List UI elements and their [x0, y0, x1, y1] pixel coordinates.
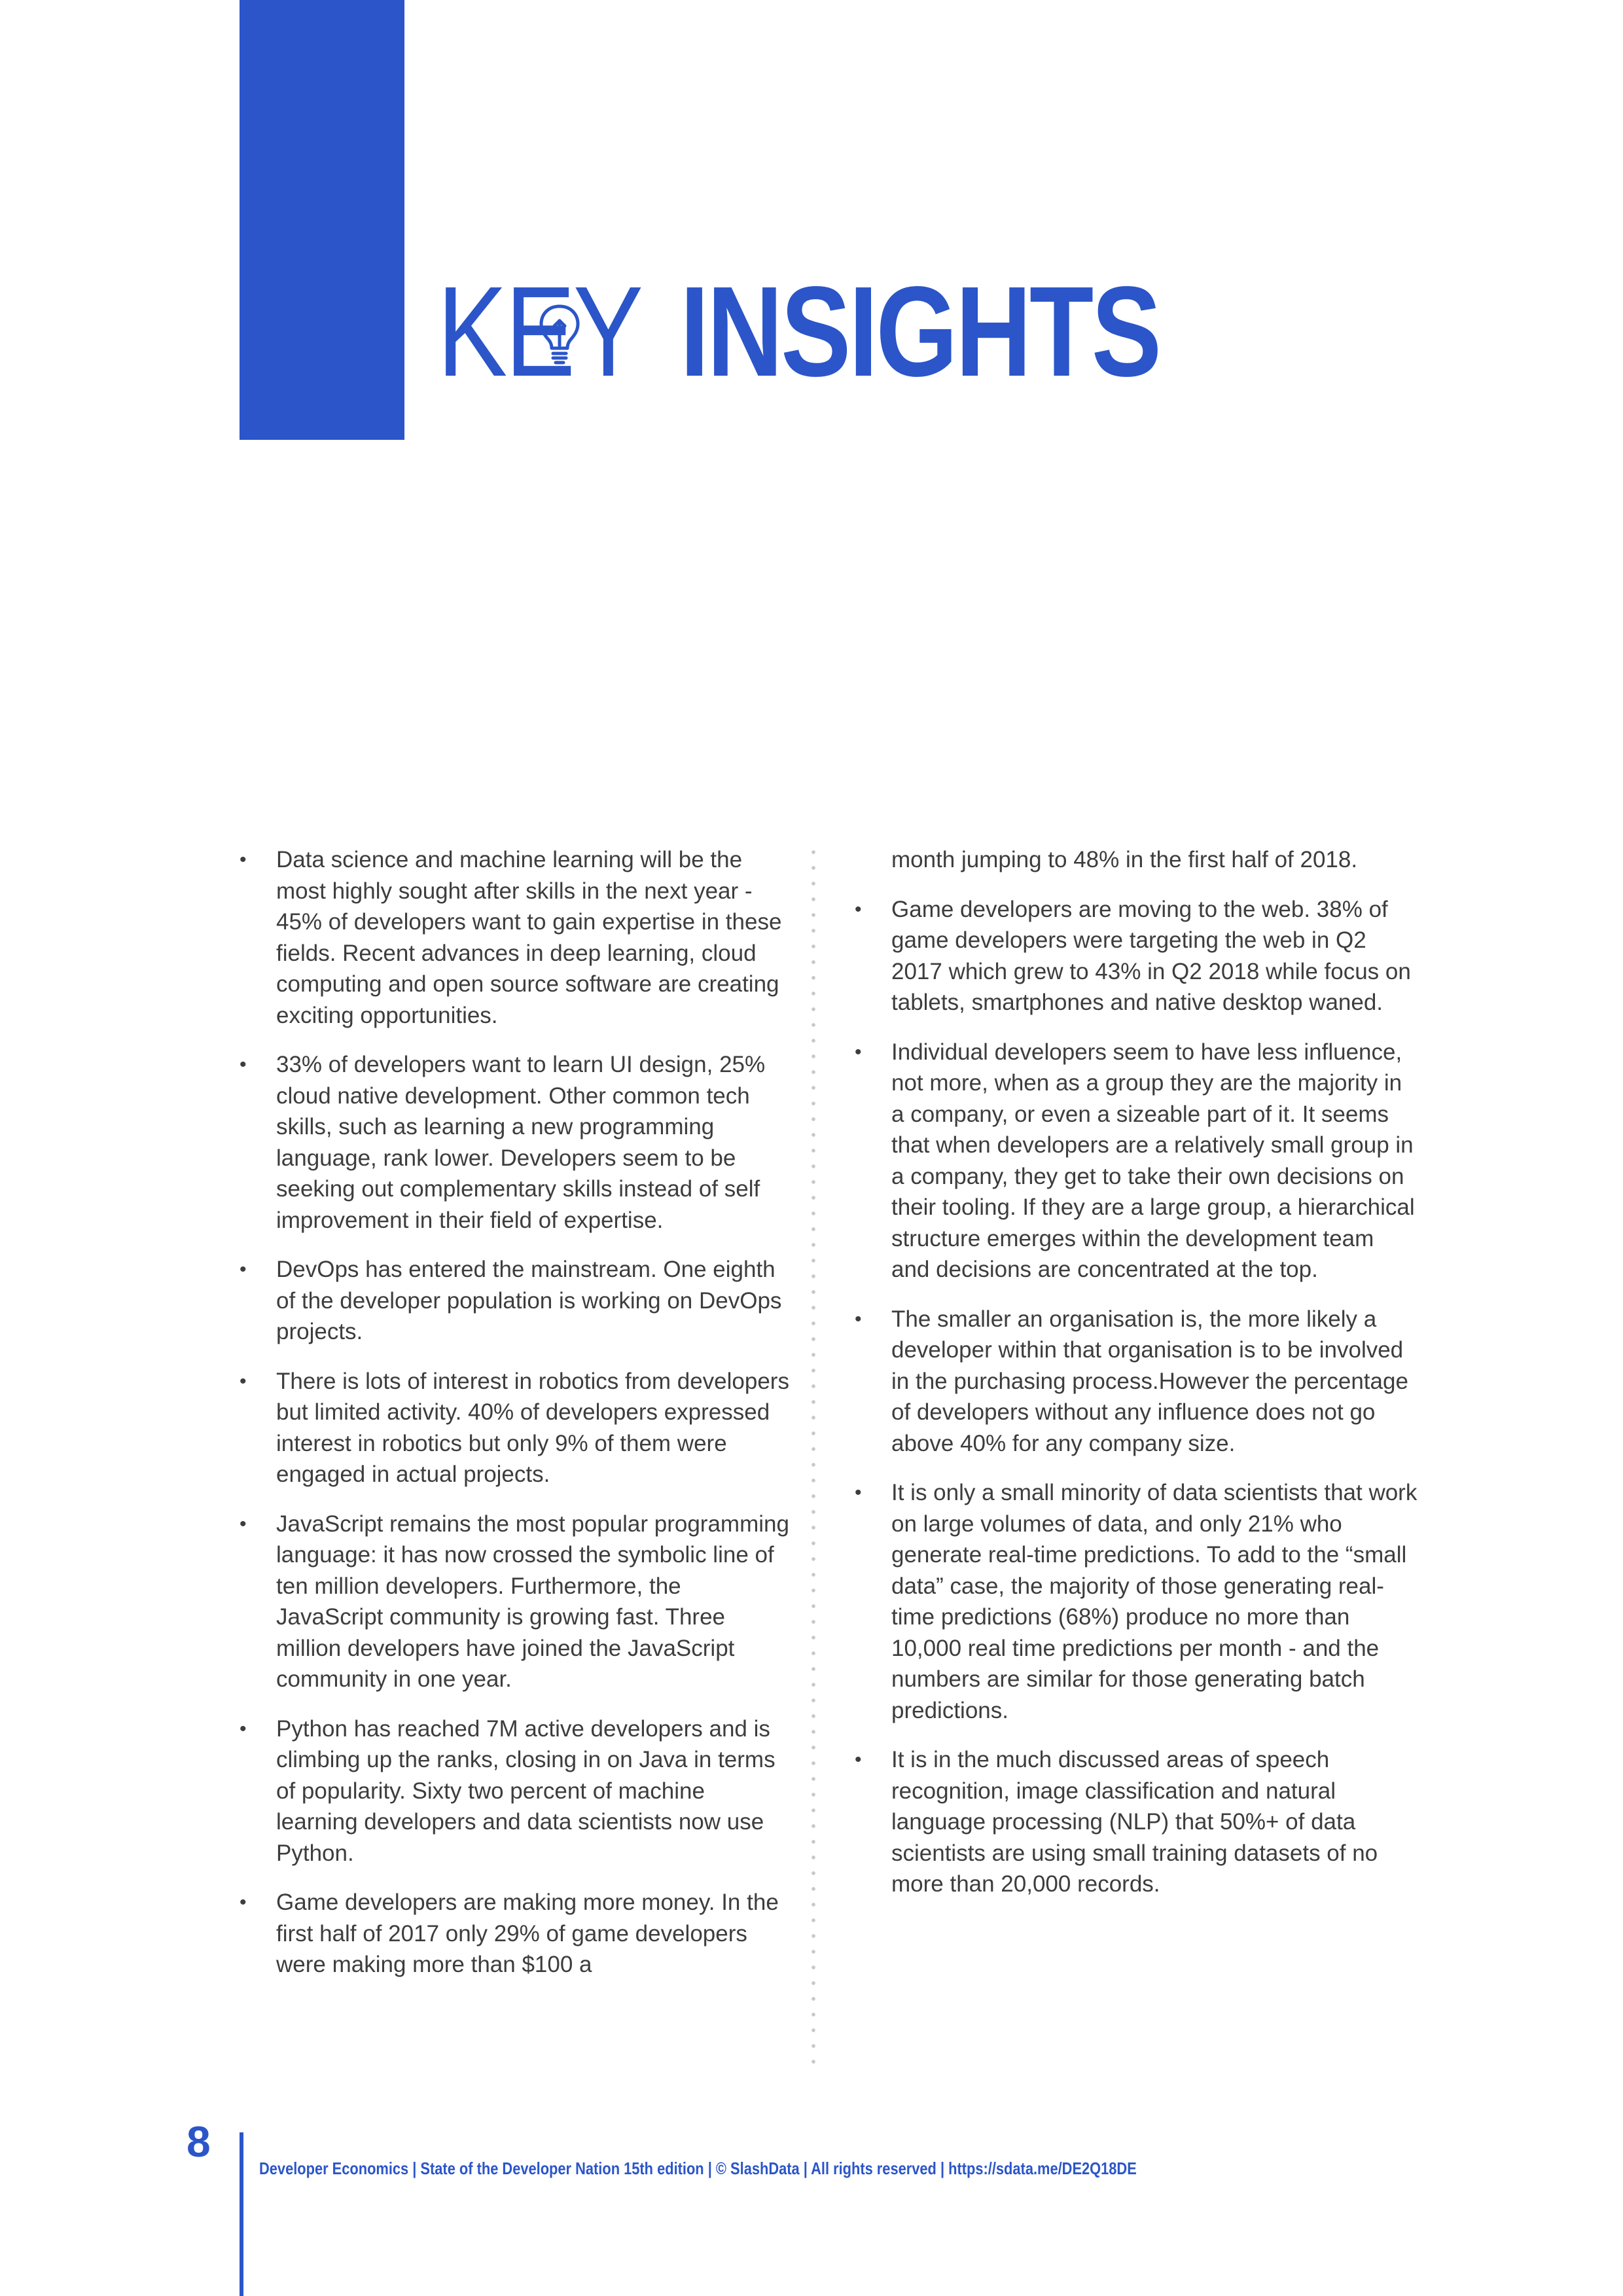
bullet-icon: • [855, 1308, 862, 1330]
page-title [437, 257, 1264, 407]
bullet-icon: • [240, 1259, 247, 1280]
list-item: • Individual developers seem to have less influence, not more, when as a group they are the majority in a company, or even a sizeable part of it. It seems that when developers are a relatively small group in a company, they get to take their own decisions on their tooling. If they are a large group, a hierarchical structure emerges within the development team and decisions are concentrated at the top. [855, 1037, 1418, 1285]
right-column [855, 844, 1418, 1918]
list-item: • Game developers are moving to the web. 38% of game developers were targeting the web in Q2 2017 which grew to 43% in Q2 2018 while focus on tablets, smartphones and native desktop waned. [855, 894, 1418, 1018]
title-light: KEY [437, 260, 641, 403]
bullet-icon: • [240, 1717, 247, 1740]
footer-text: Developer Economics | State of the Developer Nation 15th edition | © SlashData | All rights reserved | https://sdata.me/DE2Q18DE [259, 2159, 1137, 2178]
bullet-icon: • [855, 1041, 862, 1063]
list-item: • 33% of developers want to learn UI design, 25% cloud native development. Other common tech skills, such as learning a new programming language, rank lower. Developers seem to be seeking out complementary skills instead of self improvement in their field of expertise. [240, 1049, 789, 1236]
title-bold: INSIGHTS [679, 260, 1160, 403]
page-number: 8 [187, 2117, 211, 2166]
list-item: • It is in the much discussed areas of speech recognition, image classification and natural language processing (NLP) that 50%+ of data scientists are using small training datasets of no more than 20,000 records. [855, 1744, 1418, 1900]
list-item-continuation: month jumping to 48% in the first half of 2018. [891, 847, 1358, 872]
list-item: • JavaScript remains the most popular programming language: it has now crossed the symbolic line of ten million developers. Furthermore, the JavaScript community is growing fast. Three million developers have joined the JavaScript community in one year. [240, 1509, 789, 1695]
list-item: • It is only a small minority of data scientists that work on large volumes of data, and only 21% who generate real-time predictions. To add to the “small data” case, the majority of those generating real-time predictions (68%) produce no more than 10,000 real time predictions per month - and the numbers are similar for those generating batch predictions. [855, 1477, 1418, 1726]
insights-list-left [240, 844, 789, 1981]
footer-divider [240, 2132, 243, 2296]
list-item: • There is lots of interest in robotics from developers but limited activity. 40% of developers expressed interest in robotics but only 9% of them were engaged in actual projects. [240, 1366, 789, 1490]
list-item: • Game developers are making more money. In the first half of 2017 only 29% of game developers were making more than $100 a [240, 1887, 789, 1981]
bullet-icon: • [240, 849, 247, 870]
column-divider [812, 844, 815, 2075]
list-item: • The smaller an organisation is, the more likely a developer within that organisation is to be involved in the purchasing process.However the percentage of developers without any influence does not go above 40% for any company size. [855, 1304, 1418, 1460]
list-item: • Data science and machine learning will be the most highly sought after skills in the next year - 45% of developers want to gain expertise in these fields. Recent advances in deep learning, cloud computing and open source software are creating exciting opportunities. [240, 844, 789, 1031]
header-accent-bar [240, 0, 404, 440]
bullet-icon: • [240, 1892, 247, 1913]
list-item: • DevOps has entered the mainstream. One eighth of the developer population is working on DevOps projects. [240, 1254, 789, 1348]
insights-list-right [855, 894, 1418, 1900]
bullet-icon: • [855, 898, 862, 920]
bullet-icon: • [855, 1482, 862, 1503]
list-item: • Python has reached 7M active developers and is climbing up the ranks, closing in on Java in terms of popularity. Sixty two percent of machine learning developers and data scientists now use Python. [240, 1713, 789, 1869]
bullet-icon: • [240, 1054, 247, 1075]
bullet-icon: • [855, 1749, 862, 1770]
bullet-icon: • [240, 1370, 247, 1392]
bullet-icon: • [240, 1513, 247, 1535]
left-column [240, 844, 789, 1999]
